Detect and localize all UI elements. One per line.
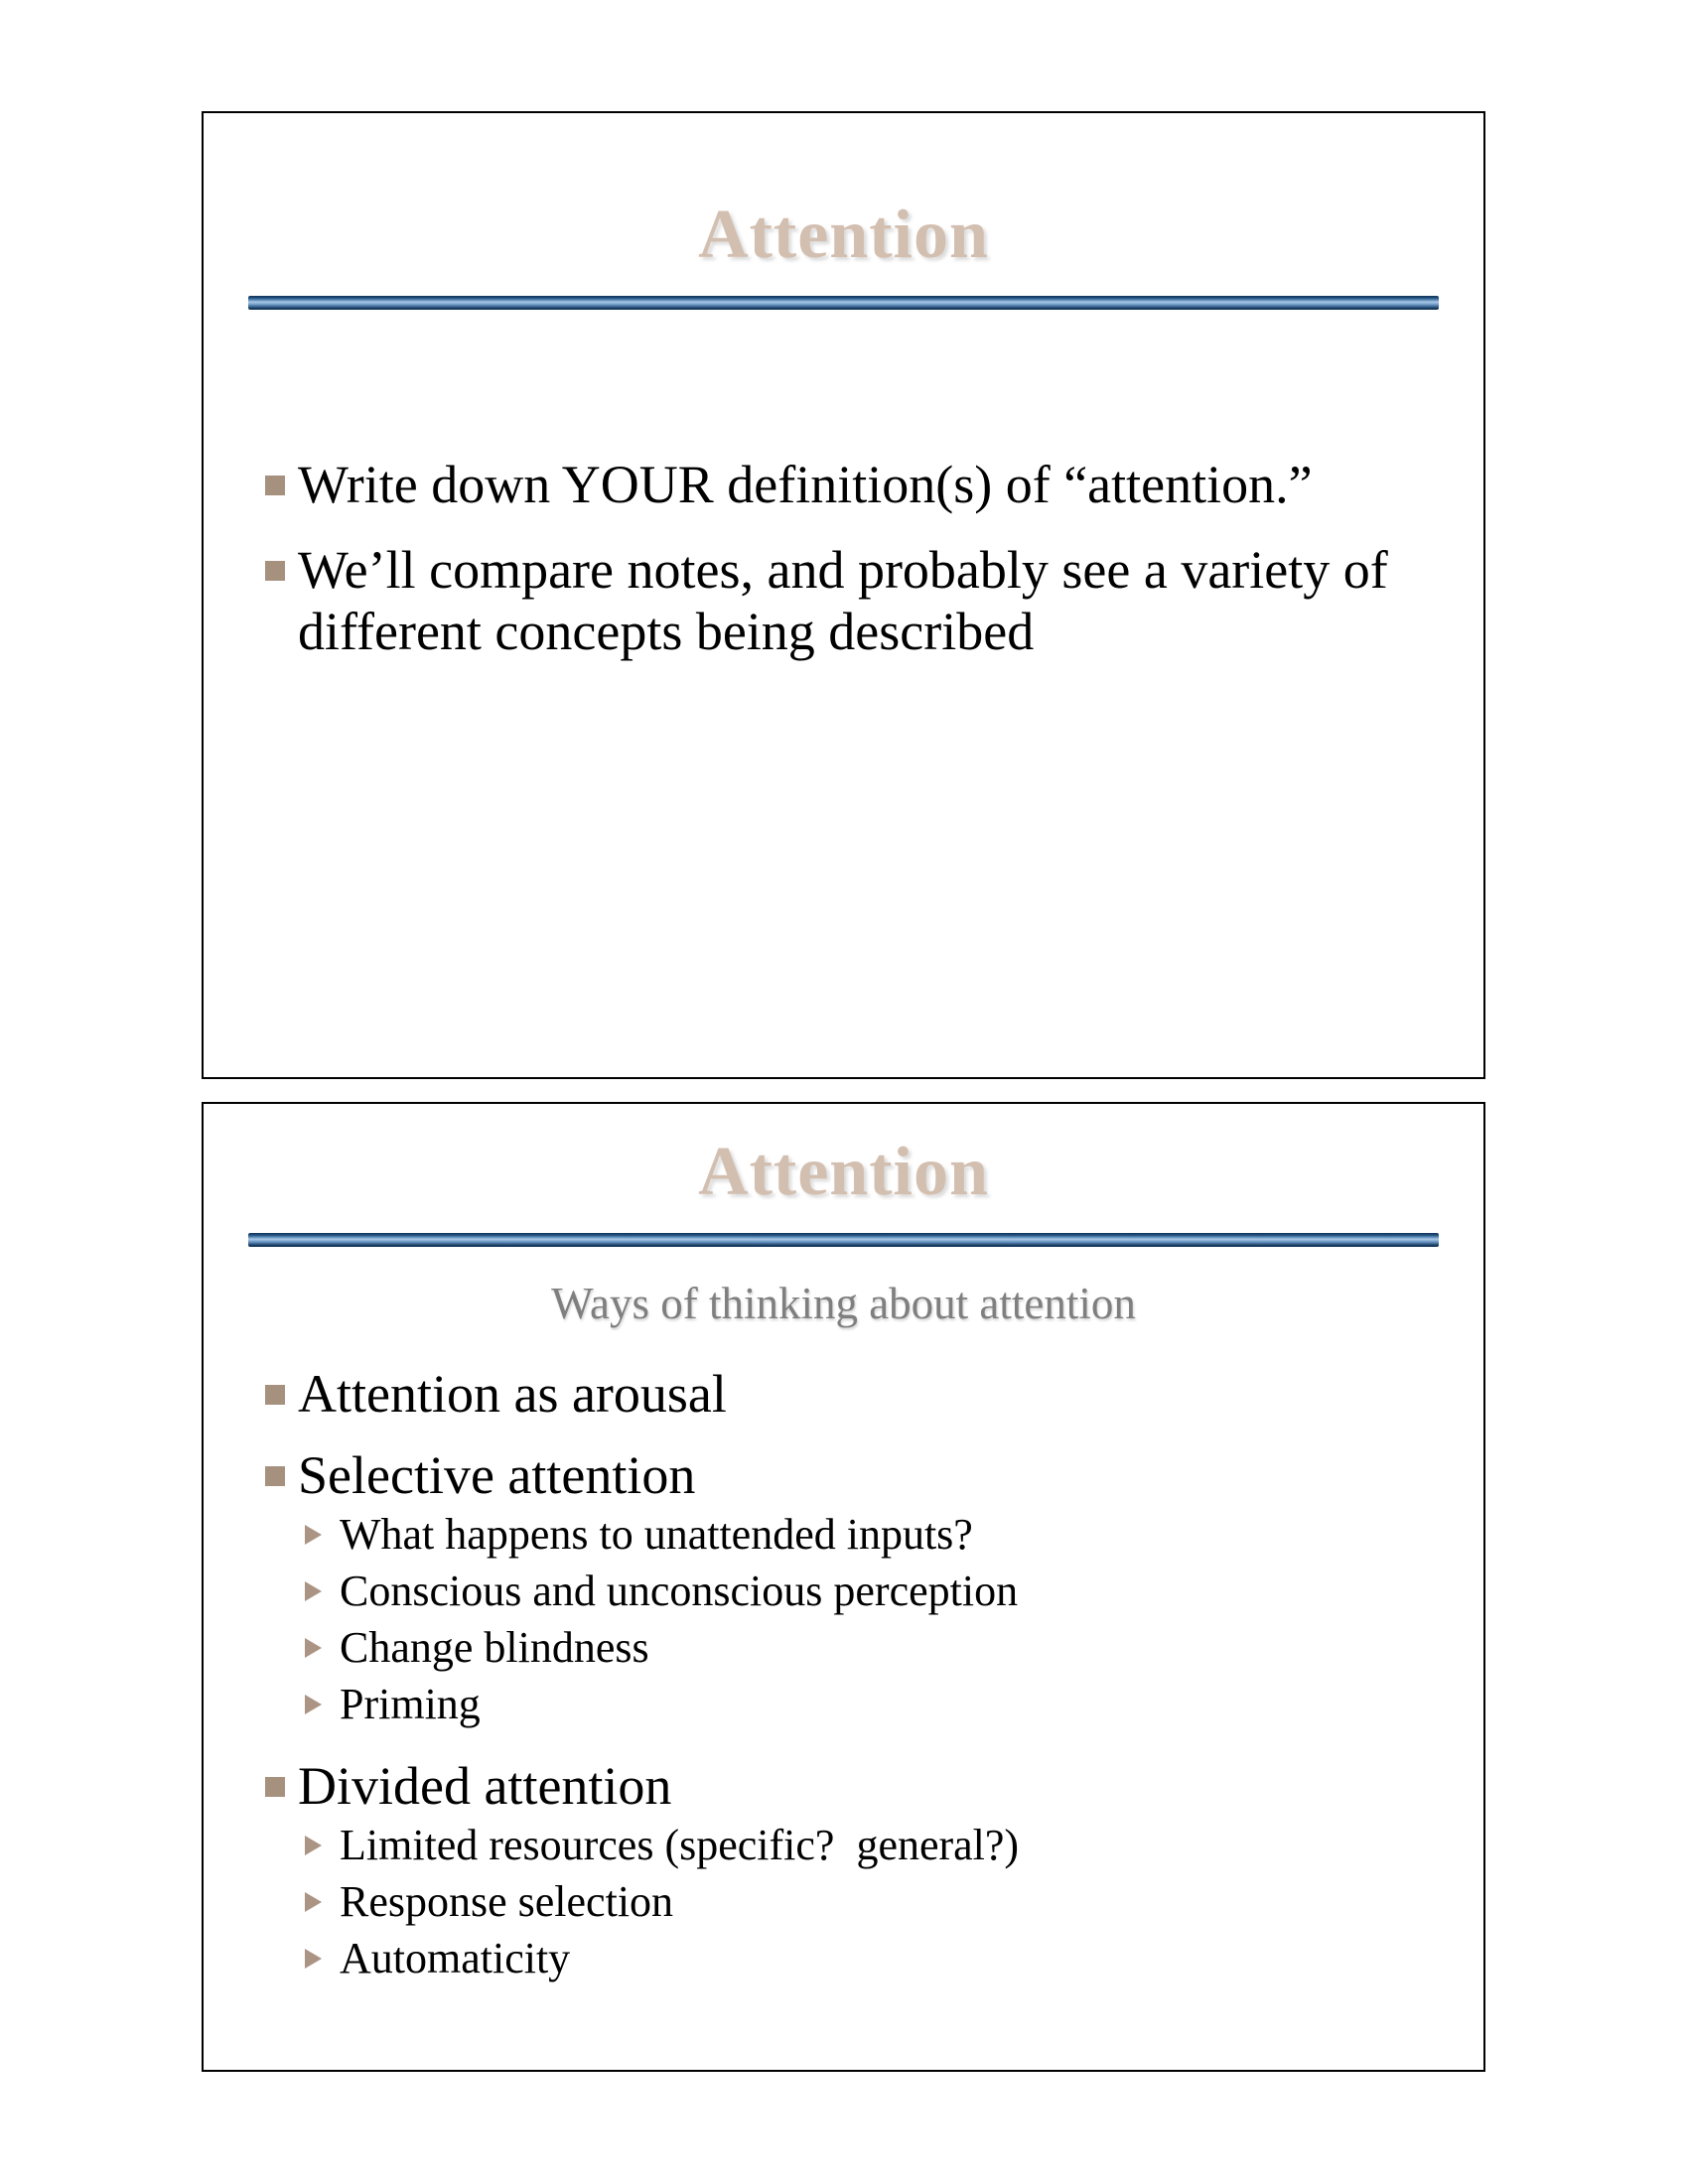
square-bullet-icon [265,1385,285,1405]
triangle-bullet-icon [305,1525,322,1545]
bullet-text: Selective attention [298,1445,696,1505]
bullet-text: Automaticity [340,1934,571,1982]
slide-title: Attention [698,197,989,273]
triangle-bullet-icon [305,1695,322,1714]
sub-bullet-item [305,1679,1454,1730]
sub-bullet-item [305,1566,1454,1617]
bullet-text: Divided attention [298,1756,672,1816]
triangle-bullet-icon [305,1581,322,1601]
sub-bullet-item [305,1820,1454,1871]
sub-bullet-item [305,1933,1454,1984]
square-bullet-icon [265,1777,285,1797]
bullet-item [265,1755,1454,1817]
title-rule [248,296,1439,310]
bullet-item [265,1363,1454,1425]
slide-1-bullet-list [265,454,1454,686]
bullet-text: Attention as arousal [298,1364,727,1424]
slide-1 [202,111,1485,1079]
sub-bullet-item [305,1622,1454,1674]
slide-subtitle: Ways of thinking about attention [551,1279,1136,1328]
bullet-text: Limited resources (specific? general?) [340,1821,1020,1869]
bullet-text: Change blindness [340,1623,649,1672]
triangle-bullet-icon [305,1638,322,1658]
square-bullet-icon [265,561,285,581]
slide-2 [202,1102,1485,2072]
bullet-text: Priming [340,1680,481,1728]
triangle-bullet-icon [305,1836,322,1855]
slide-2-bullet-list [265,1363,1454,1989]
triangle-bullet-icon [305,1892,322,1912]
bullet-text: We’ll compare notes, and probably see a variety of different concepts being described [298,540,1402,661]
bullet-text: What happens to unattended inputs? [340,1510,973,1559]
bullet-text: Conscious and unconscious perception [340,1567,1019,1615]
square-bullet-icon [265,1466,285,1486]
triangle-bullet-icon [305,1949,322,1969]
bullet-item [265,539,1454,662]
bullet-item [265,1444,1454,1506]
slide-title: Attention [698,1134,989,1210]
square-bullet-icon [265,476,285,495]
bullet-item [265,454,1454,515]
title-rule [248,1233,1439,1247]
sub-bullet-item [305,1876,1454,1928]
bullet-text: Response selection [340,1877,674,1926]
bullet-text: Write down YOUR definition(s) of “attention.” [298,455,1313,514]
sub-bullet-item [305,1509,1454,1561]
